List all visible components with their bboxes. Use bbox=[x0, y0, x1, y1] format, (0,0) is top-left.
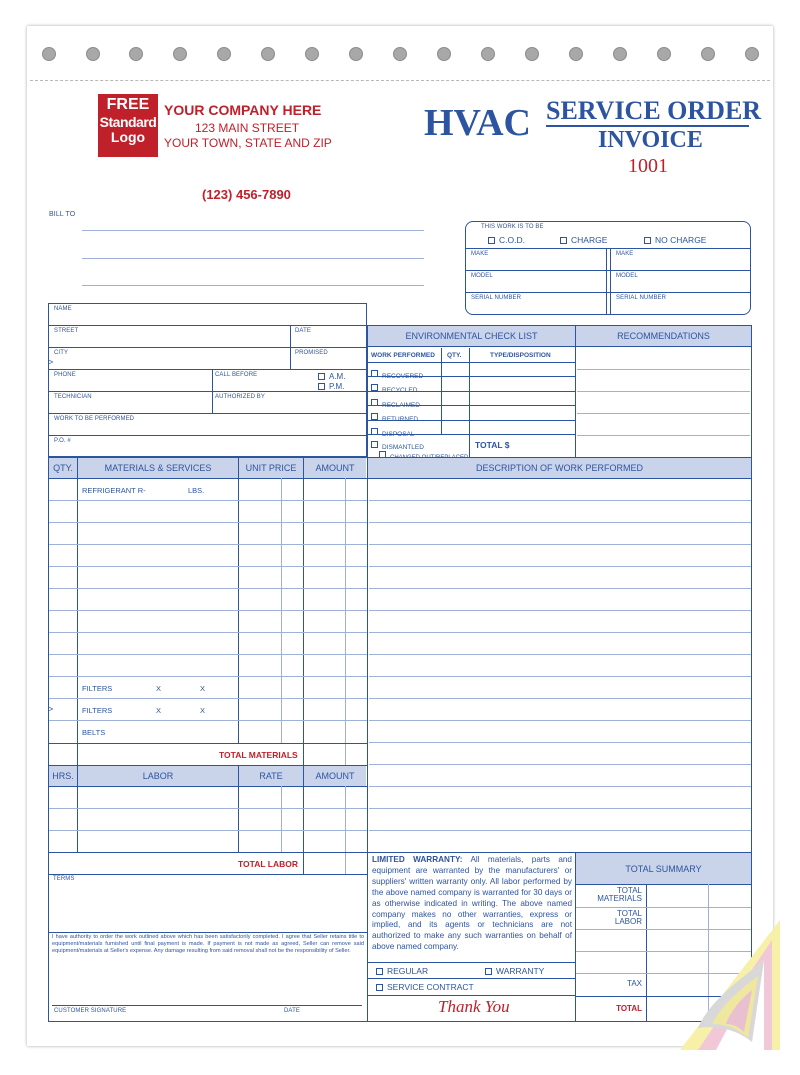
signature-date-label: DATE bbox=[284, 1008, 300, 1014]
call-before-label[interactable]: CALL BEFORE bbox=[215, 372, 258, 378]
serial-label-2[interactable]: SERIAL NUMBER bbox=[616, 295, 667, 301]
punch-hole bbox=[569, 47, 583, 61]
checkbox-icon[interactable] bbox=[488, 237, 495, 244]
material-row[interactable] bbox=[49, 588, 367, 589]
regular-option[interactable] bbox=[376, 966, 428, 976]
summary-total-labor-label bbox=[578, 910, 642, 927]
env-total-label: TOTAL $ bbox=[475, 440, 510, 450]
divider bbox=[606, 248, 607, 315]
materials-header-qty: QTY. bbox=[49, 458, 77, 478]
title-invoice: INVOICE bbox=[598, 127, 703, 153]
thank-you-script: Thank You bbox=[438, 997, 510, 1016]
description-line[interactable] bbox=[369, 610, 751, 611]
divider bbox=[466, 292, 750, 293]
no-charge-label: NO CHARGE bbox=[655, 235, 707, 245]
company-street: 123 MAIN STREET bbox=[195, 121, 300, 135]
divider bbox=[77, 766, 78, 852]
warranty-label: WARRANTY bbox=[496, 966, 545, 976]
material-row[interactable] bbox=[49, 654, 367, 655]
divider bbox=[610, 248, 611, 315]
summary-label-line: TOTAL bbox=[616, 886, 642, 895]
technician-label[interactable]: TECHNICIAN bbox=[54, 394, 92, 400]
divider bbox=[368, 978, 575, 979]
work-type-label: THIS WORK IS TO BE bbox=[481, 224, 544, 230]
punch-hole bbox=[393, 47, 407, 61]
bill-to-line[interactable] bbox=[82, 230, 424, 231]
filters-label-1: FILTERS bbox=[82, 684, 113, 693]
logo-line-1: FREE bbox=[106, 96, 150, 113]
material-row[interactable] bbox=[49, 544, 367, 545]
logo-box bbox=[98, 94, 158, 157]
authorized-by-label[interactable]: AUTHORIZED BY bbox=[215, 394, 265, 400]
material-row[interactable] bbox=[49, 720, 367, 721]
divider bbox=[238, 766, 239, 852]
work-type-box bbox=[465, 221, 751, 315]
divider bbox=[49, 932, 367, 933]
guide-arrow-icon: > bbox=[48, 357, 54, 367]
make-label-1[interactable]: MAKE bbox=[471, 251, 489, 257]
po-label[interactable]: P.O. # bbox=[54, 438, 71, 444]
x-label: X bbox=[200, 706, 206, 715]
company-name: YOUR COMPANY HERE bbox=[164, 102, 322, 118]
guide-arrow-icon: > bbox=[48, 704, 54, 714]
recommendations-line[interactable] bbox=[577, 435, 750, 436]
divider bbox=[49, 852, 367, 853]
terms-label[interactable]: TERMS bbox=[53, 876, 75, 882]
make-label-2[interactable]: MAKE bbox=[616, 251, 634, 257]
punch-hole bbox=[173, 47, 187, 61]
checkbox-icon[interactable] bbox=[485, 968, 492, 975]
service-contract-label: SERVICE CONTRACT bbox=[387, 982, 474, 992]
divider bbox=[281, 786, 282, 852]
checkbox-icon[interactable] bbox=[376, 968, 383, 975]
divider bbox=[367, 326, 368, 1021]
materials-header-amount: AMOUNT bbox=[304, 458, 366, 478]
punch-hole bbox=[437, 47, 451, 61]
description-line[interactable] bbox=[369, 742, 751, 743]
env-item-label: RETURNED bbox=[382, 416, 419, 423]
divider bbox=[303, 458, 304, 765]
env-item-label: RECOVERED bbox=[382, 373, 424, 380]
recommendations-line[interactable] bbox=[577, 391, 750, 392]
material-row[interactable] bbox=[49, 698, 367, 699]
total-summary-header: TOTAL SUMMARY bbox=[576, 853, 751, 884]
checkbox-icon[interactable] bbox=[644, 237, 651, 244]
title-service-order: SERVICE ORDER bbox=[546, 96, 762, 125]
warranty-title: LIMITED WARRANTY: bbox=[372, 855, 463, 864]
env-item-label: RECLAIMED bbox=[382, 402, 420, 409]
divider bbox=[368, 962, 575, 963]
checkbox-icon[interactable] bbox=[371, 428, 378, 435]
signature-line[interactable] bbox=[52, 1005, 362, 1006]
labor-header-hrs: HRS. bbox=[49, 766, 77, 786]
belts-label: BELTS bbox=[82, 728, 106, 737]
description-line[interactable] bbox=[369, 830, 751, 831]
am-label: A.M. bbox=[329, 372, 346, 381]
no-charge-option[interactable] bbox=[644, 235, 706, 245]
pm-label: P.M. bbox=[329, 382, 345, 391]
company-phone: (123) 456-7890 bbox=[202, 187, 291, 202]
authorization-text: I have authority to order the work outlined above which has been satisfactorily completed. I agree that Seller retains title to equipment/materials furnished until final payment is made. If payment is not made as agreed, Seller can remove said equipment/materials at Seller's expense. Any damage resulting from said removal shall not be the responsibility of Seller. bbox=[52, 934, 364, 954]
checkbox-icon[interactable] bbox=[371, 399, 378, 406]
summary-label-line: TOTAL bbox=[616, 909, 642, 918]
description-line[interactable] bbox=[369, 764, 751, 765]
checkbox-icon[interactable] bbox=[560, 237, 567, 244]
labor-header-labor: LABOR bbox=[78, 766, 238, 786]
material-row[interactable] bbox=[49, 522, 367, 523]
street-label[interactable]: STREET bbox=[54, 328, 79, 334]
lbs-label: LBS. bbox=[188, 486, 205, 495]
divider bbox=[466, 248, 750, 249]
punch-hole bbox=[657, 47, 671, 61]
summary-label-line: MATERIALS bbox=[597, 894, 642, 904]
work-to-be-performed-label[interactable]: WORK TO BE PERFORMED bbox=[54, 416, 135, 422]
punch-hole bbox=[129, 47, 143, 61]
divider bbox=[49, 743, 367, 744]
punch-hole bbox=[349, 47, 363, 61]
charge-option[interactable] bbox=[560, 235, 607, 245]
description-line[interactable] bbox=[369, 522, 751, 523]
refrigerant-label: REFRIGERANT R- bbox=[82, 486, 146, 495]
bill-to-line[interactable] bbox=[82, 258, 424, 259]
description-header: DESCRIPTION OF WORK PERFORMED bbox=[368, 458, 751, 478]
page-curl-icon bbox=[640, 920, 780, 1050]
description-line[interactable] bbox=[369, 786, 751, 787]
labor-row[interactable] bbox=[49, 830, 367, 831]
description-line[interactable] bbox=[369, 808, 751, 809]
divider bbox=[49, 786, 367, 787]
company-city: YOUR TOWN, STATE AND ZIP bbox=[164, 136, 332, 150]
recommendations-line[interactable] bbox=[577, 413, 750, 414]
divider bbox=[49, 874, 367, 875]
total-materials-label: TOTAL MATERIALS bbox=[219, 750, 298, 760]
checkbox-icon[interactable] bbox=[371, 384, 378, 391]
warranty-body: All materials, parts and equipment are warranted by the manufacturers' or suppliers' written warranty only. All labor performed by the above named company is warranted for 30 days or as otherwise indicated in writing. The above named company makes no other warranties, express or implied, and its agents or technicians are not authorized to make any such warranties on behalf of above named company. bbox=[372, 855, 572, 952]
description-line[interactable] bbox=[369, 632, 751, 633]
recommendations-header: RECOMMENDATIONS bbox=[576, 326, 751, 347]
x-label: X bbox=[156, 706, 162, 715]
materials-header-unit-price: UNIT PRICE bbox=[239, 458, 303, 478]
recommendations-line[interactable] bbox=[577, 369, 750, 370]
checkbox-icon[interactable] bbox=[371, 441, 378, 448]
name-label[interactable]: NAME bbox=[54, 306, 72, 312]
material-row[interactable] bbox=[49, 610, 367, 611]
logo-line-2: Standard bbox=[99, 114, 157, 130]
divider bbox=[576, 884, 751, 885]
punch-hole bbox=[261, 47, 275, 61]
warranty-text bbox=[372, 855, 572, 953]
description-line[interactable] bbox=[369, 544, 751, 545]
material-row[interactable] bbox=[49, 566, 367, 567]
divider bbox=[368, 995, 575, 996]
col-work-performed: WORK PERFORMED bbox=[371, 352, 435, 359]
env-item-label: DISMANTLED bbox=[382, 444, 424, 451]
summary-tax-label: TAX bbox=[627, 979, 642, 988]
env-item-label: RECYCLED bbox=[382, 387, 418, 394]
filters-label-2: FILTERS bbox=[82, 706, 113, 715]
divider bbox=[466, 270, 750, 271]
col-type-disposition: TYPE/DISPOSITION bbox=[490, 352, 551, 359]
checkbox-icon[interactable] bbox=[371, 413, 378, 420]
customer-signature-label: CUSTOMER SIGNATURE bbox=[54, 1008, 127, 1014]
summary-total-label: TOTAL bbox=[616, 1004, 642, 1013]
divider bbox=[77, 458, 78, 765]
date-label[interactable]: DATE bbox=[295, 328, 311, 334]
divider bbox=[368, 362, 575, 363]
summary-row[interactable] bbox=[576, 907, 751, 908]
description-line[interactable] bbox=[369, 588, 751, 589]
description-line[interactable] bbox=[369, 566, 751, 567]
summary-label-line: LABOR bbox=[614, 917, 642, 927]
punch-hole bbox=[481, 47, 495, 61]
env-item-label: DISPOSAL bbox=[382, 431, 415, 438]
description-line[interactable] bbox=[369, 500, 751, 501]
serial-label-1[interactable]: SERIAL NUMBER bbox=[471, 295, 522, 301]
material-row[interactable] bbox=[49, 632, 367, 633]
logo-line-3: Logo bbox=[110, 129, 146, 145]
regular-label: REGULAR bbox=[387, 966, 429, 976]
punch-hole bbox=[701, 47, 715, 61]
punch-hole bbox=[217, 47, 231, 61]
divider bbox=[303, 766, 304, 874]
description-line[interactable] bbox=[369, 720, 751, 721]
divider bbox=[48, 478, 752, 479]
punch-hole bbox=[745, 47, 759, 61]
labor-header-rate: RATE bbox=[239, 766, 303, 786]
description-line[interactable] bbox=[369, 676, 751, 677]
punch-hole bbox=[42, 47, 56, 61]
title-hvac: HVAC bbox=[424, 102, 531, 144]
description-line[interactable] bbox=[369, 698, 751, 699]
env-checklist-table bbox=[368, 348, 575, 457]
checkbox-icon[interactable] bbox=[371, 370, 378, 377]
model-label-2[interactable]: MODEL bbox=[616, 273, 638, 279]
perforation-line bbox=[30, 80, 770, 81]
punch-hole bbox=[305, 47, 319, 61]
x-label: X bbox=[200, 684, 206, 693]
col-qty: QTY. bbox=[447, 352, 462, 359]
material-row[interactable] bbox=[49, 676, 367, 677]
divider bbox=[469, 348, 470, 457]
materials-header-desc: MATERIALS & SERVICES bbox=[78, 458, 238, 478]
punch-hole bbox=[613, 47, 627, 61]
material-row[interactable] bbox=[49, 500, 367, 501]
description-line[interactable] bbox=[369, 654, 751, 655]
punch-hole-strip bbox=[27, 26, 773, 81]
bill-to-label: BILL TO bbox=[49, 211, 76, 218]
summary-total-materials-label bbox=[578, 887, 642, 904]
env-checklist-header: ENVIRONMENTAL CHECK LIST bbox=[368, 326, 575, 347]
total-labor-label: TOTAL LABOR bbox=[238, 859, 298, 869]
checkbox-icon[interactable] bbox=[376, 984, 383, 991]
punch-hole bbox=[86, 47, 100, 61]
service-contract-option[interactable] bbox=[376, 982, 474, 992]
warranty-option[interactable] bbox=[485, 966, 544, 976]
model-label-1[interactable]: MODEL bbox=[471, 273, 493, 279]
charge-label: CHARGE bbox=[571, 235, 608, 245]
promised-label[interactable]: PROMISED bbox=[295, 350, 328, 356]
cod-label: C.O.D. bbox=[499, 235, 525, 245]
invoice-number: 1001 bbox=[628, 155, 668, 177]
phone-label[interactable]: PHONE bbox=[54, 372, 76, 378]
city-label[interactable]: CITY bbox=[54, 350, 69, 356]
labor-row[interactable] bbox=[49, 808, 367, 809]
labor-header-amount: AMOUNT bbox=[304, 766, 366, 786]
bill-to-line[interactable] bbox=[82, 285, 424, 286]
punch-hole bbox=[525, 47, 539, 61]
cod-option[interactable] bbox=[488, 235, 525, 245]
x-label: X bbox=[156, 684, 162, 693]
